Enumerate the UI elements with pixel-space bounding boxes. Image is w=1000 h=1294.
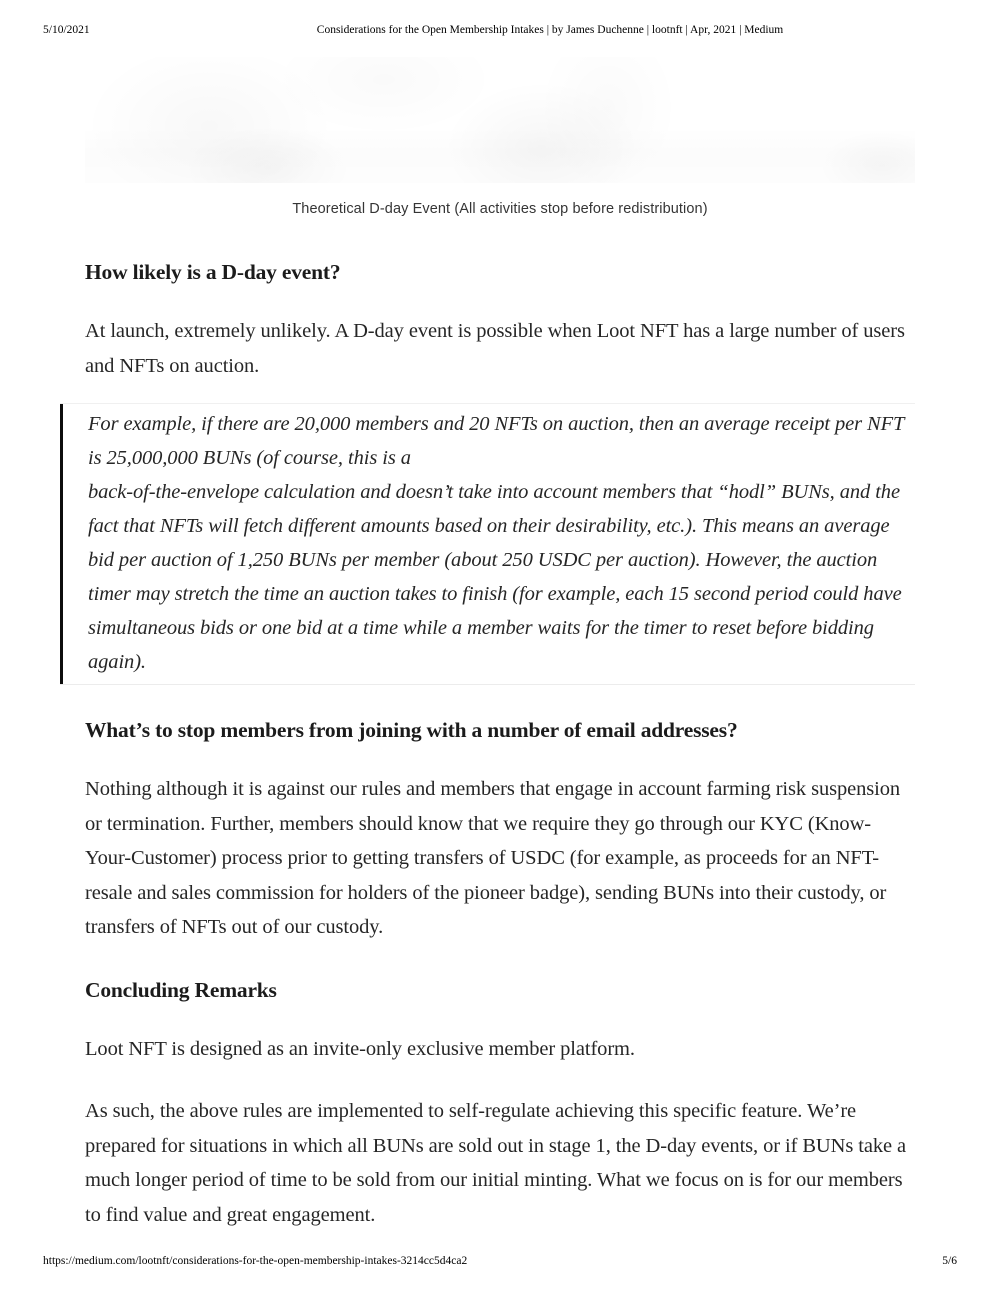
paragraph-email-addresses: Nothing although it is against our rules and members that engage in account farming risk suspension or termination. Further, members should know that we require they go through our KYC (Know-Your-Customer) process prior to getting transfers of USDC (for example, as proceeds for an NFT-resale and sales commission for holders of the pioneer badge), sending BUNs into their custody, or transfers of NFTs out of our custody. [85,778,901,938]
paragraph-conclusion-detail: As such, the above rules are implemented to self-regulate achieving this specific feature. We’re prepared for situations in which all BUNs are sold out in stage 1, the D-day events, or if BUNs take a much longer period of time to be sold from our initial minting. What we focus on is for our members to find value and great engagement. [85,1100,906,1226]
blockquote-text-part2: back-of-the-envelope calculation and doesn’t take into account members that “hodl” BUNs, and the fact that NFTs will fetch different amounts based on their desirability, etc.). This means an average bid per auction of 1,250 BUNs per member (about 250 USDC per auction). However, the auction timer may stretch the time an auction takes to finish (for example, each 15 second period could have simultaneous bids or one bid at a time while a member waits for the timer to reset before bidding again). [88,481,902,673]
print-header [43,24,957,40]
blockquote-container [60,403,915,685]
paragraph-conclusion-intro: Loot NFT is designed as an invite-only exclusive member platform. [85,1037,635,1060]
image-caption: Theoretical D-day Event (All activities stop before redistribution) [292,201,708,217]
article-image-faded [85,57,915,183]
heading-concluding-remarks: Concluding Remarks [85,977,277,1002]
blockquote-text-part1: For example, if there are 20,000 members and 20 NFTs on auction, then an average receipt per NFT is 25,000,000 BUNs (of course, this is a [88,413,904,469]
print-footer-url: https://medium.com/lootnft/considerations-for-the-open-membership-intakes-3214cc5d4ca2 [43,1255,468,1267]
heading-dday-likelihood: How likely is a D-day event? [85,260,341,284]
print-header-title: Considerations for the Open Membership Intakes | by James Duchenne | lootnft | Apr, 2021 | Medium [316,24,784,36]
paragraph-dday-likelihood: At launch, extremely unlikely. A D-day event is possible when Loot NFT has a large number of users and NFTs on auction. [85,320,905,377]
print-header-date: 5/10/2021 [43,24,90,36]
print-footer [43,1255,957,1271]
article-figure [85,57,915,217]
article-content [85,57,915,1232]
blockquote-dday-example [60,404,915,684]
heading-email-addresses: What’s to stop members from joining with a number of email addresses? [85,718,738,742]
print-footer-page-number: 5/6 [942,1255,957,1267]
